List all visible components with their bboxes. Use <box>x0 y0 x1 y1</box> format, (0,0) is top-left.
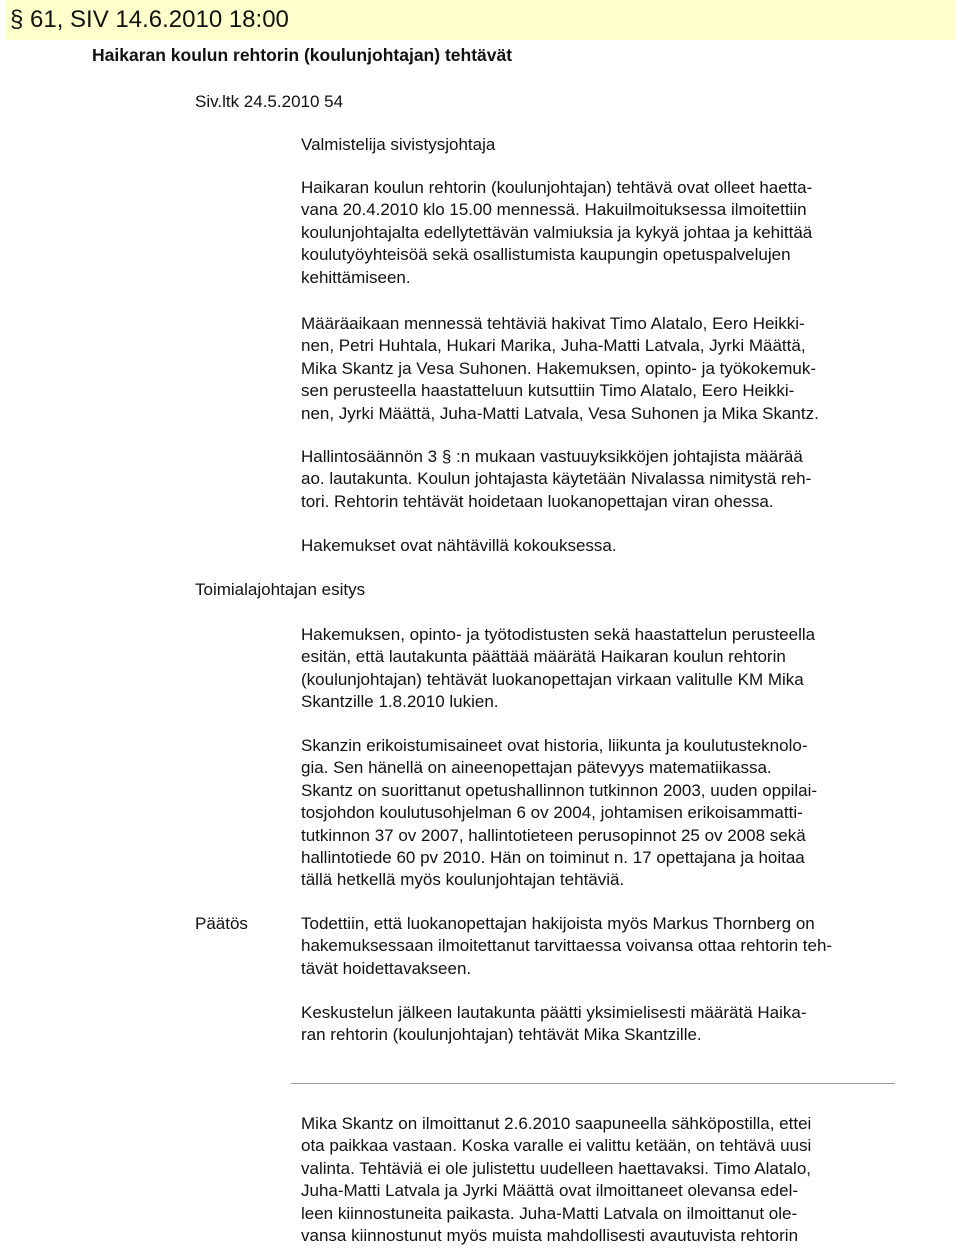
paragraph-proposal <box>301 624 896 714</box>
section-header <box>6 0 956 40</box>
text-line: Hallintosäännön 3 § :n mukaan vastuuyksikköjen johtajista määrää <box>301 447 803 466</box>
paragraph-application-period <box>301 177 896 289</box>
text-line: valinta. Tehtäviä ei ole julistettu uudelleen haettavaksi. Timo Alatalo, <box>301 1158 811 1178</box>
reference-line: Siv.ltk 24.5.2010 54 <box>195 92 344 111</box>
preparer-line: Valmistelija sivistysjohtaja <box>301 135 496 154</box>
text-line: vana 20.4.2010 klo 15.00 mennessä. Hakuilmoituksessa ilmoitettiin <box>301 200 807 220</box>
text-line: Keskustelun jälkeen lautakunta päätti yksimielisesti määrätä Haika- <box>301 1003 807 1022</box>
paragraph-decision <box>301 1002 896 1047</box>
paragraph-followup <box>301 1113 896 1247</box>
text-line: Määräaikaan mennessä tehtäviä hakivat Timo Alatalo, Eero Heikki- <box>301 314 805 333</box>
text-line: tori. Rehtorin tehtävät hoidetaan luokanopettajan viran ohessa. <box>301 491 774 511</box>
text-line: ran rehtorin (koulunjohtajan) tehtävät Mika Skantzille. <box>301 1025 702 1045</box>
text-line: ota paikkaa vastaan. Koska varalle ei valittu ketään, on tehtävä uusi <box>301 1136 812 1156</box>
text-line: kehittämiseen. <box>301 267 411 287</box>
text-line: Todettiin, että luokanopettajan hakijoista myös Markus Thornberg on <box>301 914 815 933</box>
text-line: vansa kiinnostunut myös muista mahdollisesti avautuvista rehtorin <box>301 1226 799 1246</box>
text-line: tutkinnon 37 ov 2007, hallintotieteen perusopinnot 25 ov 2008 sekä <box>301 825 806 845</box>
text-line: Haikaran koulun rehtorin (koulunjohtajan) tehtävä ovat olleet haetta- <box>301 178 813 197</box>
paragraph-regulations <box>301 446 896 513</box>
paragraph-qualifications <box>301 735 896 892</box>
decision-label: Päätös <box>195 914 248 933</box>
text-line: Skantzille 1.8.2010 lukien. <box>301 692 499 712</box>
text-line: koulutyöyhteisöä sekä osallistumista kaupungin opetuspalvelujen <box>301 245 791 265</box>
text-line: tävät hoidettavakseen. <box>301 958 472 978</box>
text-line: Mika Skantz on ilmoittanut 2.6.2010 saapuneella sähköpostilla, ettei <box>301 1114 812 1133</box>
text-line: tosjohdon koulutusohjelman 6 ov 2004, johtamisen erikoisammatti- <box>301 803 803 823</box>
text-line: hallintotiede 60 pv 2010. Hän on toiminut n. 17 opettajana ja hoitaa <box>301 848 805 868</box>
text-line: ao. lautakunta. Koulun johtajasta käytetään Nivalassa nimitystä reh- <box>301 469 812 489</box>
text-line: Skanzin erikoistumisaineet ovat historia, liikunta ja koulutusteknolo- <box>301 736 808 755</box>
page-title: Haikaran koulun rehtorin (koulunjohtajan) tehtävät <box>92 45 513 65</box>
text-line: tällä hetkellä myös koulunjohtajan tehtäviä. <box>301 870 625 890</box>
text-line: esitän, että lautakunta päättää määrätä Haikaran koulun rehtorin <box>301 647 786 667</box>
text-line: nen, Jyrki Määttä, Juha-Matti Latvala, Vesa Suhonen ja Mika Skantz. <box>301 403 819 423</box>
text-line: Hakemuksen, opinto- ja työtodistusten sekä haastattelun perusteella <box>301 625 816 644</box>
paragraph-documents: Hakemukset ovat nähtävillä kokouksessa. <box>301 536 617 555</box>
paragraph-decision-note <box>301 913 896 980</box>
text-line: gia. Sen hänellä on aineenopettajan pätevyys matematiikassa. <box>301 758 772 778</box>
text-line: Mika Skantz ja Vesa Suhonen. Hakemuksen, opinto- ja työkokemuk- <box>301 358 816 378</box>
text-line: Skantz on suorittanut opetushallinnon tutkinnon 2003, uuden oppilai- <box>301 780 818 800</box>
text-line: sen perusteella haastatteluun kutsuttiin Timo Alatalo, Eero Heikki- <box>301 381 795 401</box>
proposal-label: Toimialajohtajan esitys <box>195 580 366 599</box>
text-line: Juha-Matti Latvala ja Jyrki Määttä ovat ilmoittaneet olevansa edel- <box>301 1181 799 1201</box>
text-line: (koulunjohtajan) tehtävät luokanopettajan virkaan valitulle KM Mika <box>301 669 804 689</box>
text-line: hakemuksessaan ilmoitettanut tarvittaessa voivansa ottaa rehtorin teh- <box>301 936 833 956</box>
section-number: § 61, SIV 14.6.2010 18:00 <box>10 6 289 33</box>
text-line: koulunjohtajalta edellytettävän valmiuksia ja kykyä johtaa ja kehittää <box>301 222 813 242</box>
divider <box>291 1083 895 1084</box>
text-line: leen kiinnostuneita paikasta. Juha-Matti Latvala on ilmoittanut ole- <box>301 1203 798 1223</box>
paragraph-applicants <box>301 313 896 425</box>
text-line: nen, Petri Huhtala, Hukari Marika, Juha-Matti Latvala, Jyrki Määttä, <box>301 336 806 356</box>
